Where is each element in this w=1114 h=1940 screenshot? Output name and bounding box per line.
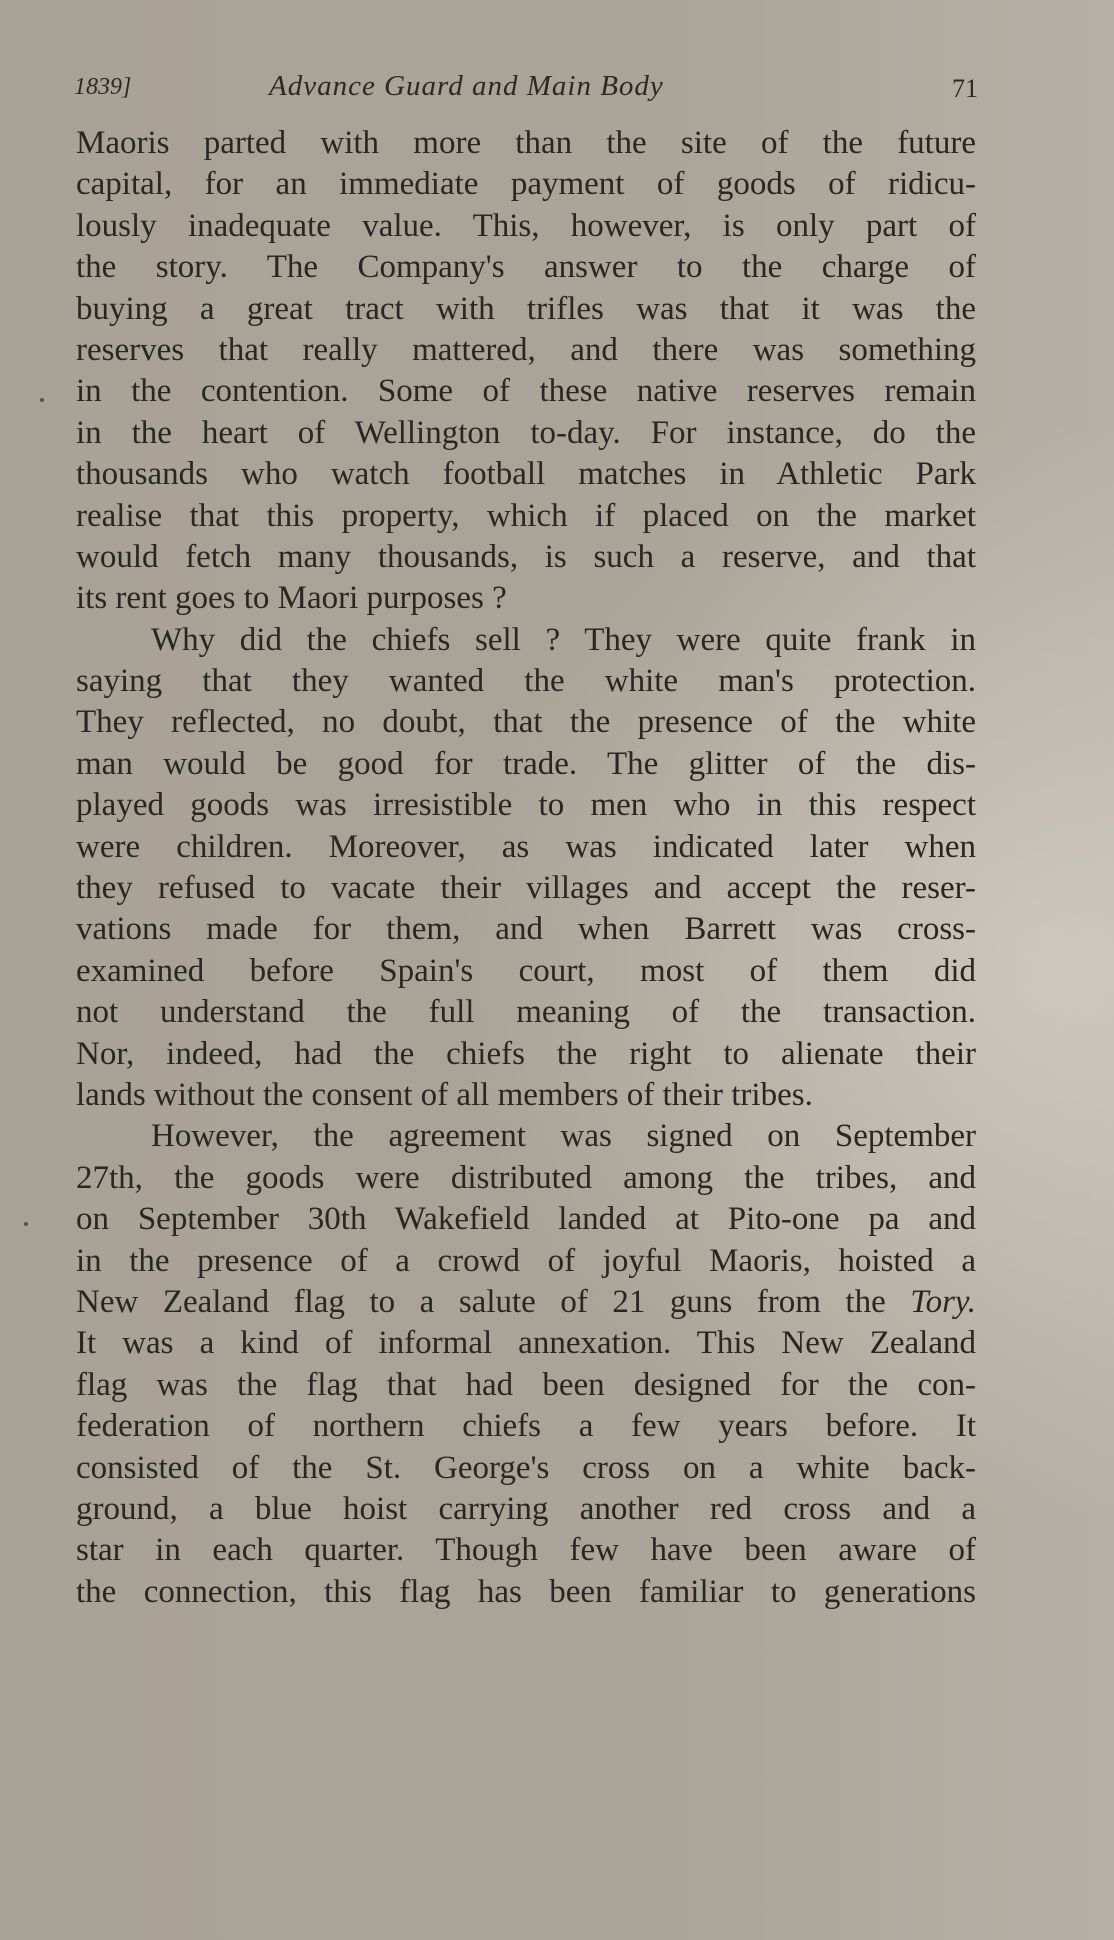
text-line: It was a kind of informal annexation. This New Zealand [76, 1325, 976, 1362]
text-line: However, the agreement was signed on September [151, 1118, 976, 1155]
running-head-year: 1839] [74, 74, 132, 100]
text-line: capital, for an immediate payment of goods of ridicu- [76, 166, 976, 203]
text-line: saying that they wanted the white man's protection. [76, 663, 976, 700]
text-line: man would be good for trade. The glitter of the dis- [76, 745, 976, 782]
text-line: They reflected, no doubt, that the presence of the white [76, 704, 976, 741]
text-line: in the presence of a crowd of joyful Maoris, hoisted a [76, 1242, 976, 1279]
text-line: ground, a blue hoist carrying another red cross and a [76, 1490, 976, 1527]
text-line: lands without the consent of all members of their tribes. [76, 1076, 813, 1113]
text-line [76, 1282, 976, 1323]
text-line: would fetch many thousands, is such a reserve, and that [76, 538, 976, 575]
text-line: federation of northern chiefs a few years before. It [76, 1408, 976, 1445]
body-text [76, 123, 976, 1613]
text-line: realise that this property, which if placed on the market [76, 497, 976, 534]
text-line: buying a great tract with trifles was that it was the [76, 290, 976, 327]
text-line: flag was the flag that had been designed for the con- [76, 1366, 976, 1403]
running-head-title: Advance Guard and Main Body [269, 70, 664, 102]
text-line: vations made for them, and when Barrett was cross- [76, 911, 976, 948]
page-number: 71 [952, 74, 978, 103]
text-line: examined before Spain's court, most of them did [76, 952, 976, 989]
text-line: the story. The Company's answer to the charge of [76, 249, 976, 286]
text-line: lously inadequate value. This, however, is only part of [76, 207, 976, 244]
text-line: on September 30th Wakefield landed at Pito-one pa and [76, 1201, 976, 1238]
text-line: Maoris parted with more than the site of the future [76, 125, 976, 161]
text-line: played goods was irresistible to men who in this respect [76, 787, 976, 824]
text-line: the connection, this flag has been familiar to generations [76, 1573, 976, 1610]
running-head [74, 70, 978, 110]
text-line: reserves that really mattered, and there was something [76, 331, 976, 368]
text-line: star in each quarter. Though few have been aware of [76, 1532, 976, 1569]
text-line: were children. Moreover, as was indicated later when [76, 828, 976, 865]
text-line: Nor, indeed, had the chiefs the right to alienate their [76, 1035, 976, 1072]
text-line-segment: New Zealand flag to a salute of 21 guns from the [76, 1283, 886, 1320]
text-line: in the heart of Wellington to-day. For instance, do the [76, 414, 976, 451]
text-line: not understand the full meaning of the transaction. [76, 994, 976, 1031]
text-line: in the contention. Some of these native reserves remain [76, 373, 976, 410]
margin-mark [24, 1222, 28, 1226]
ship-name: Tory. [910, 1283, 977, 1320]
text-line: thousands who watch football matches in Athletic Park [76, 456, 976, 493]
text-line: 27th, the goods were distributed among the tribes, and [76, 1159, 976, 1196]
margin-mark [40, 398, 44, 402]
text-line: they refused to vacate their villages and accept the reser- [76, 870, 976, 907]
text-line: consisted of the St. George's cross on a white back- [76, 1449, 976, 1486]
text-line: Why did the chiefs sell ? They were quite frank in [151, 621, 976, 658]
text-line: its rent goes to Maori purposes ? [76, 580, 507, 617]
